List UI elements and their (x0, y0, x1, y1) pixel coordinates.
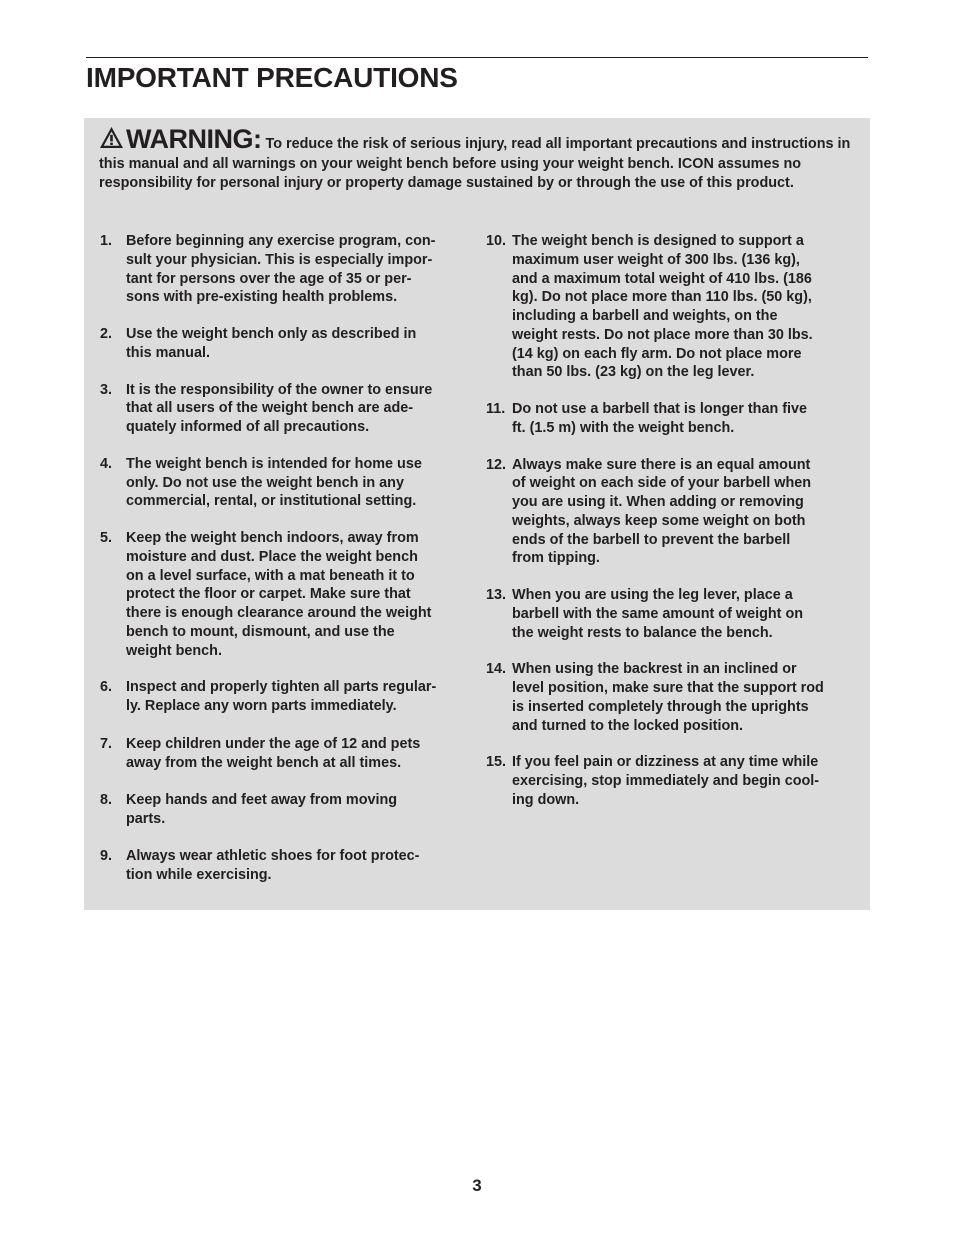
precaution-text (512, 660, 858, 735)
warning-text: To reduce the risk of serious injury, read all important precautions and instructions in this manual and all warnings on your weight bench before using your weight bench. ICON assumes no responsibility for personal injury or property damage sustained by or through the use of this product. (99, 136, 851, 191)
precaution-line: sult your physician. This is especially impor- (126, 251, 433, 268)
precaution-line: protect the floor or carpet. Make sure that (126, 586, 411, 603)
precaution-line: only. Do not use the weight bench in any (126, 474, 404, 491)
precaution-line: and turned to the locked position. (512, 717, 744, 734)
precaution-line: this manual. (126, 344, 210, 361)
precaution-line: When using the backrest in an inclined or (512, 661, 797, 678)
precaution-item (100, 381, 467, 437)
precaution-line: you are using it. When adding or removing (512, 494, 804, 510)
precaution-line: sons with pre-existing health problems. (126, 289, 398, 306)
precaution-number: 11. (486, 401, 506, 417)
precaution-text (126, 678, 467, 716)
precaution-number: 1. (100, 233, 113, 249)
precaution-number: 9. (100, 847, 113, 864)
precaution-line: Keep children under the age of 12 and pets (126, 735, 421, 752)
precaution-line: level position, make sure that the support rod (512, 680, 824, 696)
precaution-item (486, 586, 858, 642)
precaution-line: there is enough clearance around the weight (126, 605, 432, 621)
precaution-line: barbell with the same amount of weight on (512, 605, 804, 622)
warning-triangle-icon (99, 126, 124, 155)
precaution-number: 4. (100, 455, 113, 472)
precaution-line: Keep the weight bench indoors, away from (126, 530, 419, 546)
warning-intro (99, 126, 859, 193)
precaution-line: ends of the barbell to prevent the barbell (512, 531, 791, 548)
precaution-text (512, 400, 858, 438)
precaution-line: Use the weight bench only as described in (126, 326, 417, 342)
precaution-line: the weight rests to balance the bench. (512, 624, 773, 641)
precaution-line: ing down. (512, 791, 580, 808)
precaution-text (126, 791, 467, 829)
precaution-line: maximum user weight of 300 lbs. (136 kg), (512, 251, 800, 268)
precaution-line: ft. (1.5 m) with the weight bench. (512, 419, 735, 436)
precaution-item (100, 232, 467, 307)
precaution-line: The weight bench is intended for home use (126, 455, 422, 472)
precaution-item (100, 678, 467, 716)
precaution-text (126, 325, 467, 363)
precaution-number: 10. (486, 233, 507, 249)
precaution-number: 13. (486, 587, 507, 603)
precaution-line: bench to mount, dismount, and use the (126, 623, 395, 640)
precaution-text (512, 456, 858, 569)
precaution-text (512, 753, 858, 809)
precaution-line: on a level surface, with a mat beneath it to (126, 567, 415, 584)
precaution-line: ly. Replace any worn parts immediately. (126, 698, 397, 714)
precaution-line: If you feel pain or dizziness at any time while (512, 754, 819, 771)
precaution-number: 7. (100, 735, 113, 752)
precaution-number: 14. (486, 661, 507, 678)
precaution-line: kg). Do not place more than 110 lbs. (50 kg), (512, 289, 812, 306)
precaution-line: The weight bench is designed to support a (512, 233, 804, 249)
precaution-line: and a maximum total weight of 410 lbs. (186 (512, 270, 812, 287)
precaution-text (512, 586, 858, 642)
precaution-line: Always make sure there is an equal amount (512, 456, 811, 473)
precaution-line: When you are using the leg lever, place a (512, 587, 793, 603)
precaution-item (486, 456, 858, 569)
precaution-line: weight bench. (126, 642, 222, 659)
precaution-line: weight rests. Do not place more than 30 lbs. (512, 326, 813, 343)
precaution-line: (14 kg) on each fly arm. Do not place more (512, 345, 802, 362)
precaution-line: weights, always keep some weight on both (512, 512, 806, 529)
warning-box (84, 118, 870, 910)
precaution-number: 2. (100, 326, 113, 342)
precaution-line: is inserted completely through the uprights (512, 698, 809, 715)
precaution-number: 8. (100, 792, 113, 809)
precaution-line: including a barbell and weights, on the (512, 308, 778, 324)
precaution-item (100, 325, 467, 363)
precaution-number: 6. (100, 679, 113, 696)
page-title: IMPORTANT PRECAUTIONS (86, 62, 458, 93)
precaution-text (126, 381, 467, 437)
precaution-text (512, 232, 858, 382)
precaution-number: 12. (486, 456, 507, 473)
precaution-item (100, 529, 467, 660)
precaution-number: 15. (486, 754, 507, 771)
precaution-line: commercial, rental, or institutional setting. (126, 493, 417, 510)
precaution-line: Always wear athletic shoes for foot protec- (126, 847, 420, 864)
precaution-line: parts. (126, 811, 166, 827)
precaution-line: It is the responsibility of the owner to ensure (126, 381, 433, 398)
precaution-line: moisture and dust. Place the weight bench (126, 548, 418, 565)
precaution-item (486, 753, 858, 809)
precaution-text (126, 847, 467, 885)
precaution-text (126, 232, 467, 307)
precautions-left-column (100, 232, 467, 884)
precaution-item (100, 735, 467, 773)
precaution-line: exercising, stop immediately and begin cool- (512, 773, 820, 789)
precaution-text (126, 735, 467, 773)
page-number: 3 (472, 1176, 482, 1195)
precaution-text (126, 529, 467, 660)
precaution-item (100, 455, 467, 511)
precaution-line: tion while exercising. (126, 866, 272, 883)
precaution-item (100, 847, 467, 885)
precaution-number: 3. (100, 381, 113, 398)
precaution-line: that all users of the weight bench are ade- (126, 400, 414, 417)
precaution-text (126, 455, 467, 511)
precaution-line: Keep hands and feet away from moving (126, 792, 398, 809)
precaution-item (486, 660, 858, 735)
precaution-line: from tipping. (512, 550, 600, 567)
precaution-line: of weight on each side of your barbell when (512, 475, 812, 492)
precaution-line: tant for persons over the age of 35 or per- (126, 270, 412, 287)
precaution-line: Do not use a barbell that is longer than five (512, 401, 808, 417)
precautions-right-column (486, 232, 858, 810)
precaution-item (486, 400, 858, 438)
precaution-line: Before beginning any exercise program, con- (126, 233, 436, 249)
precaution-line: than 50 lbs. (23 kg) on the leg lever. (512, 364, 755, 381)
precaution-line: Inspect and properly tighten all parts regular- (126, 679, 437, 696)
header-rule (86, 57, 868, 58)
precaution-item (100, 791, 467, 829)
precaution-number: 5. (100, 530, 113, 546)
warning-heading: WARNING: (126, 124, 262, 154)
precaution-item (486, 232, 858, 382)
precaution-line: quately informed of all precautions. (126, 419, 370, 435)
precaution-line: away from the weight bench at all times. (126, 754, 402, 771)
